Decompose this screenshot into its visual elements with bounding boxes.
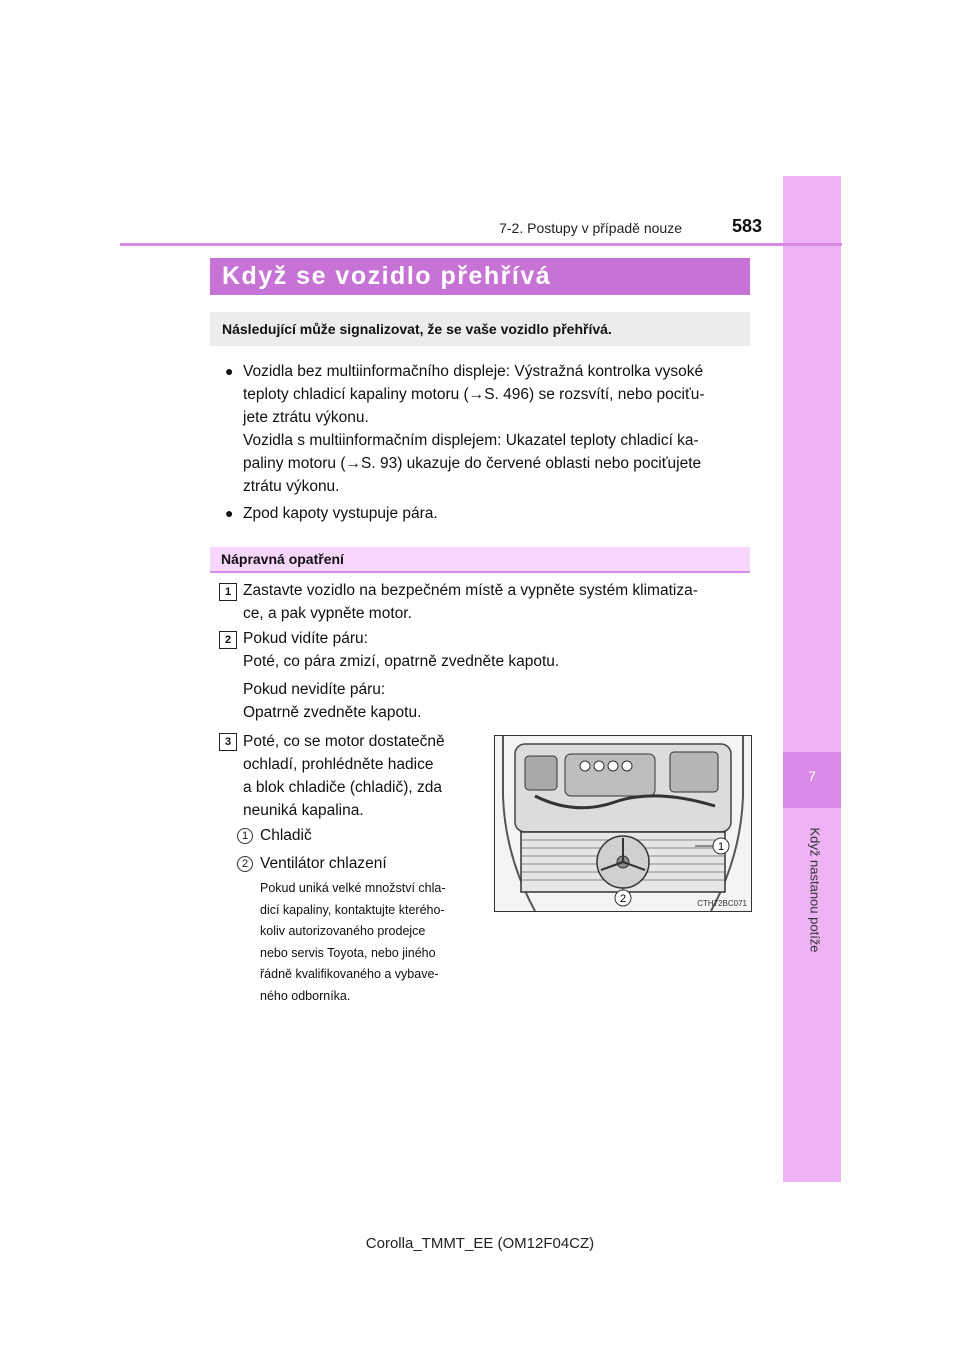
side-tab-chapter-number: 7 bbox=[808, 768, 816, 784]
step-number: 1 bbox=[219, 583, 237, 601]
step-line: neuniká kapalina. bbox=[243, 802, 364, 819]
note-line: řádně kvalifikovaného a vybave- bbox=[260, 967, 439, 981]
bullet-line: Zpod kapoty vystupuje pára. bbox=[243, 505, 438, 522]
step-line: Poté, co pára zmizí, opatrně zvedněte kapotu. bbox=[243, 653, 560, 670]
note-text bbox=[260, 878, 488, 1007]
bullet-item bbox=[243, 360, 747, 498]
bullet-dot: ● bbox=[225, 363, 234, 379]
step-line: ce, a pak vypněte motor. bbox=[243, 605, 412, 622]
remedy-heading: Nápravná opatření bbox=[221, 551, 344, 567]
step-number: 2 bbox=[219, 631, 237, 649]
note-line: ného odborníka. bbox=[260, 988, 351, 1003]
step-line: Poté, co se motor dostatečně bbox=[243, 733, 445, 750]
bullet-item bbox=[243, 502, 747, 525]
step-line: Pokud nevidíte páru: bbox=[243, 681, 386, 698]
engine-bay-illustration bbox=[494, 735, 752, 912]
step-line: Opatrně zvedněte kapotu. bbox=[243, 704, 422, 721]
bullet-line: jete ztrátu výkonu. bbox=[243, 409, 369, 426]
bullet-line: Vozidla s multiinformačním displejem: Ukazatel teploty chladicí ka- bbox=[243, 432, 699, 449]
figure-callout: 1 bbox=[717, 841, 725, 853]
bullet-line: paliny motoru (→S. 93) ukazuje do červené oblasti nebo pociťujete bbox=[243, 455, 702, 472]
side-tab-band bbox=[783, 176, 841, 1182]
page-title: Když se vozidlo přehřívá bbox=[222, 262, 552, 290]
step-text bbox=[243, 579, 747, 625]
step-line: Pokud vidíte páru: bbox=[243, 630, 368, 647]
step-line: ochladí, prohlédněte hadice bbox=[243, 756, 434, 773]
footer-manual-code: Corolla_TMMT_EE (OM12F04CZ) bbox=[365, 1235, 595, 1252]
bullet-line: Vozidla bez multiinformačního displeje: Výstražná kontrolka vysoké bbox=[243, 363, 704, 380]
step-line: a blok chladiče (chladič), zda bbox=[243, 779, 443, 796]
step-number: 3 bbox=[219, 733, 237, 751]
side-tab-chapter-title: Když nastanou potíže bbox=[807, 827, 823, 953]
step-text bbox=[243, 678, 747, 724]
callout-number: 2 bbox=[237, 856, 253, 872]
step-text bbox=[243, 627, 747, 673]
callout-label: Ventilátor chlazení bbox=[260, 855, 387, 872]
figure-callout: 2 bbox=[619, 893, 627, 905]
header-rule bbox=[120, 243, 842, 246]
bullet-line: ztrátu výkonu. bbox=[243, 478, 340, 495]
note-line: nebo servis Toyota, nebo jiného bbox=[260, 945, 436, 960]
callout-number: 1 bbox=[237, 828, 253, 844]
figure-code: CTH72BC071 bbox=[697, 899, 747, 908]
bullet-dot: ● bbox=[225, 505, 234, 521]
step-line: Zastavte vozidlo na bezpečném místě a vypněte systém klimatiza- bbox=[243, 582, 698, 599]
note-line: Pokud uniká velké množství chla- bbox=[260, 881, 446, 895]
callout-label: Chladič bbox=[260, 827, 312, 844]
info-text: Následující může signalizovat, že se vaše vozidlo přehřívá. bbox=[222, 321, 612, 337]
page-number: 583 bbox=[732, 216, 763, 236]
step-text bbox=[243, 730, 477, 822]
engine-bay-drawing bbox=[495, 736, 751, 911]
section-title: 7-2. Postupy v případě nouze bbox=[499, 220, 682, 236]
note-line: koliv autorizovaného prodejce bbox=[260, 924, 426, 938]
note-line: dicí kapaliny, kontaktujte kterého- bbox=[260, 902, 445, 917]
bullet-line: teploty chladicí kapaliny motoru (→S. 496) se rozsvítí, nebo pociťu- bbox=[243, 386, 705, 403]
remedy-heading-rule bbox=[210, 571, 750, 573]
